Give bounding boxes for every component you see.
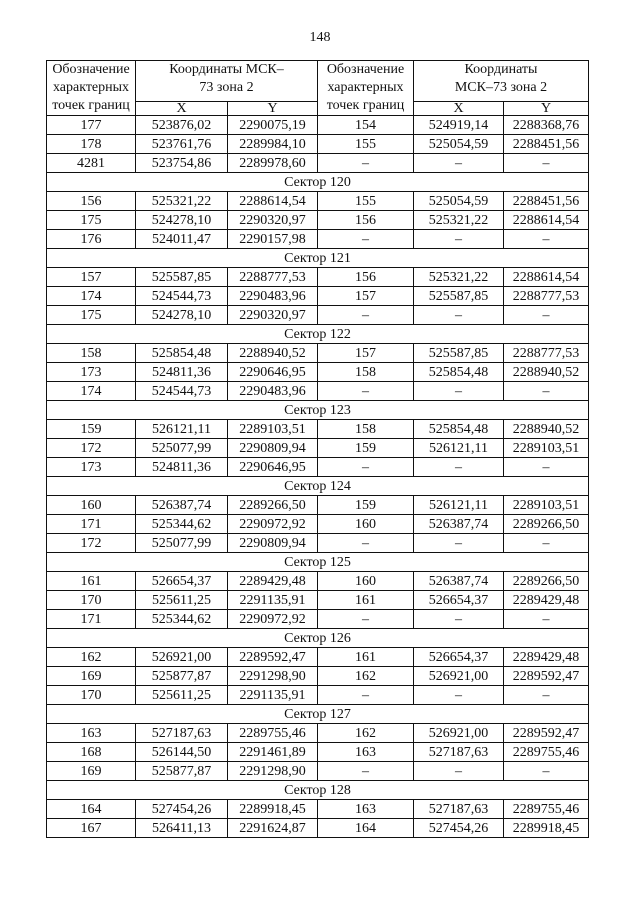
cell-y-left: 2289429,48 bbox=[228, 572, 318, 591]
header-coords-label-right: Координаты МСК–73 зона 2 bbox=[414, 61, 589, 102]
cell-x-right: – bbox=[414, 230, 504, 249]
cell-x-right: 525587,85 bbox=[414, 287, 504, 306]
table-row bbox=[47, 648, 589, 667]
cell-y-right: 2289592,47 bbox=[504, 667, 589, 686]
cell-x-left: 524544,73 bbox=[136, 287, 228, 306]
cell-y-right: 2289103,51 bbox=[504, 439, 589, 458]
cell-point-right: 158 bbox=[318, 363, 414, 382]
cell-y-right: 2288368,76 bbox=[504, 116, 589, 135]
cell-y-left: 2290646,95 bbox=[228, 458, 318, 477]
table-row bbox=[47, 819, 589, 838]
cell-y-left: 2291461,89 bbox=[228, 743, 318, 762]
cell-y-right: 2288777,53 bbox=[504, 287, 589, 306]
cell-y-right: 2288940,52 bbox=[504, 363, 589, 382]
coordinates-table bbox=[46, 60, 589, 838]
table-row bbox=[47, 572, 589, 591]
cell-point-right: 159 bbox=[318, 496, 414, 515]
table-row bbox=[47, 496, 589, 515]
cell-y-left: 2289103,51 bbox=[228, 420, 318, 439]
cell-point-left: 163 bbox=[47, 724, 136, 743]
cell-y-right: 2289755,46 bbox=[504, 743, 589, 762]
cell-x-left: 524811,36 bbox=[136, 363, 228, 382]
sector-row bbox=[47, 781, 589, 800]
cell-point-right: – bbox=[318, 230, 414, 249]
sector-row bbox=[47, 553, 589, 572]
cell-point-left: 169 bbox=[47, 762, 136, 781]
cell-x-left: 525877,87 bbox=[136, 762, 228, 781]
header-point-label-left: Обозначение характерных точек границ bbox=[47, 61, 136, 116]
sector-row bbox=[47, 629, 589, 648]
cell-y-right: 2289592,47 bbox=[504, 724, 589, 743]
cell-y-left: 2289918,45 bbox=[228, 800, 318, 819]
cell-y-right: – bbox=[504, 458, 589, 477]
cell-point-right: – bbox=[318, 458, 414, 477]
cell-point-left: 157 bbox=[47, 268, 136, 287]
cell-x-left: 524278,10 bbox=[136, 306, 228, 325]
cell-y-right: 2288777,53 bbox=[504, 344, 589, 363]
cell-point-left: 177 bbox=[47, 116, 136, 135]
cell-y-left: 2291298,90 bbox=[228, 667, 318, 686]
cell-y-left: 2290157,98 bbox=[228, 230, 318, 249]
table-row bbox=[47, 667, 589, 686]
table-row bbox=[47, 591, 589, 610]
header-point-label-right: Обозначение характерных точек границ bbox=[318, 61, 414, 116]
cell-y-right: 2288614,54 bbox=[504, 268, 589, 287]
cell-x-left: 526654,37 bbox=[136, 572, 228, 591]
cell-point-right: 156 bbox=[318, 211, 414, 230]
cell-point-right: 161 bbox=[318, 591, 414, 610]
header-x-left: X bbox=[136, 102, 228, 116]
cell-y-right: – bbox=[504, 534, 589, 553]
cell-point-left: 159 bbox=[47, 420, 136, 439]
cell-y-right: – bbox=[504, 306, 589, 325]
cell-point-right: 156 bbox=[318, 268, 414, 287]
cell-x-right: – bbox=[414, 762, 504, 781]
cell-y-right: 2289755,46 bbox=[504, 800, 589, 819]
cell-point-right: 162 bbox=[318, 667, 414, 686]
sector-row bbox=[47, 705, 589, 724]
cell-y-left: 2291298,90 bbox=[228, 762, 318, 781]
cell-point-left: 178 bbox=[47, 135, 136, 154]
cell-point-right: 163 bbox=[318, 743, 414, 762]
cell-x-right: 525854,48 bbox=[414, 420, 504, 439]
cell-point-right: 160 bbox=[318, 515, 414, 534]
cell-x-right: 526921,00 bbox=[414, 724, 504, 743]
sector-label: Сектор 125 bbox=[47, 553, 589, 572]
cell-y-left: 2289978,60 bbox=[228, 154, 318, 173]
cell-x-left: 526411,13 bbox=[136, 819, 228, 838]
cell-y-right: – bbox=[504, 610, 589, 629]
table-row bbox=[47, 344, 589, 363]
cell-x-right: 525321,22 bbox=[414, 211, 504, 230]
sector-label: Сектор 122 bbox=[47, 325, 589, 344]
cell-point-right: 160 bbox=[318, 572, 414, 591]
cell-point-right: – bbox=[318, 686, 414, 705]
cell-x-right: 526654,37 bbox=[414, 648, 504, 667]
table-row bbox=[47, 135, 589, 154]
cell-x-left: 525344,62 bbox=[136, 610, 228, 629]
table-row bbox=[47, 382, 589, 401]
sector-label: Сектор 128 bbox=[47, 781, 589, 800]
sector-row bbox=[47, 249, 589, 268]
header-coords-label-left: Координаты МСК–73 зона 2 bbox=[136, 61, 318, 102]
cell-point-left: 160 bbox=[47, 496, 136, 515]
cell-point-left: 172 bbox=[47, 439, 136, 458]
table-row bbox=[47, 287, 589, 306]
cell-x-left: 527454,26 bbox=[136, 800, 228, 819]
cell-y-right: – bbox=[504, 154, 589, 173]
cell-x-left: 526144,50 bbox=[136, 743, 228, 762]
cell-x-left: 526387,74 bbox=[136, 496, 228, 515]
cell-point-left: 173 bbox=[47, 458, 136, 477]
cell-point-right: – bbox=[318, 306, 414, 325]
cell-x-right: – bbox=[414, 154, 504, 173]
sector-row bbox=[47, 477, 589, 496]
sector-label: Сектор 121 bbox=[47, 249, 589, 268]
cell-point-right: 157 bbox=[318, 287, 414, 306]
cell-x-right: – bbox=[414, 534, 504, 553]
cell-y-left: 2291135,91 bbox=[228, 591, 318, 610]
sector-label: Сектор 123 bbox=[47, 401, 589, 420]
cell-y-right: – bbox=[504, 230, 589, 249]
cell-point-left: 162 bbox=[47, 648, 136, 667]
table-row bbox=[47, 306, 589, 325]
cell-y-right: 2288614,54 bbox=[504, 211, 589, 230]
cell-x-left: 524544,73 bbox=[136, 382, 228, 401]
table-row bbox=[47, 743, 589, 762]
cell-y-right: – bbox=[504, 382, 589, 401]
page-number: 148 bbox=[309, 30, 331, 45]
table-row bbox=[47, 154, 589, 173]
cell-point-left: 175 bbox=[47, 211, 136, 230]
cell-x-left: 524011,47 bbox=[136, 230, 228, 249]
cell-point-right: 155 bbox=[318, 192, 414, 211]
cell-point-left: 171 bbox=[47, 515, 136, 534]
cell-point-right: 158 bbox=[318, 420, 414, 439]
cell-y-left: 2290972,92 bbox=[228, 610, 318, 629]
cell-x-left: 527187,63 bbox=[136, 724, 228, 743]
cell-x-right: 525587,85 bbox=[414, 344, 504, 363]
cell-y-left: 2290483,96 bbox=[228, 287, 318, 306]
cell-y-left: 2290320,97 bbox=[228, 211, 318, 230]
cell-y-right: – bbox=[504, 762, 589, 781]
cell-x-right: 527454,26 bbox=[414, 819, 504, 838]
cell-x-left: 526921,00 bbox=[136, 648, 228, 667]
cell-y-left: 2290809,94 bbox=[228, 439, 318, 458]
cell-y-right: 2289429,48 bbox=[504, 591, 589, 610]
cell-point-left: 167 bbox=[47, 819, 136, 838]
sector-row bbox=[47, 401, 589, 420]
cell-x-left: 525344,62 bbox=[136, 515, 228, 534]
cell-x-right: 526387,74 bbox=[414, 515, 504, 534]
table-row bbox=[47, 534, 589, 553]
table-row bbox=[47, 800, 589, 819]
cell-point-right: – bbox=[318, 762, 414, 781]
cell-point-right: – bbox=[318, 154, 414, 173]
cell-x-right: 524919,14 bbox=[414, 116, 504, 135]
cell-y-right: 2288451,56 bbox=[504, 192, 589, 211]
sector-label: Сектор 120 bbox=[47, 173, 589, 192]
cell-point-left: 161 bbox=[47, 572, 136, 591]
cell-x-right: 525054,59 bbox=[414, 135, 504, 154]
table-row bbox=[47, 458, 589, 477]
cell-y-right: 2288940,52 bbox=[504, 420, 589, 439]
cell-x-left: 525321,22 bbox=[136, 192, 228, 211]
cell-point-right: – bbox=[318, 610, 414, 629]
table-row bbox=[47, 116, 589, 135]
cell-y-left: 2288777,53 bbox=[228, 268, 318, 287]
sector-row bbox=[47, 173, 589, 192]
cell-x-left: 525877,87 bbox=[136, 667, 228, 686]
table-row bbox=[47, 724, 589, 743]
cell-x-right: – bbox=[414, 458, 504, 477]
cell-x-right: 525054,59 bbox=[414, 192, 504, 211]
table-row bbox=[47, 762, 589, 781]
cell-y-left: 2291624,87 bbox=[228, 819, 318, 838]
table-header bbox=[47, 61, 589, 116]
cell-point-left: 168 bbox=[47, 743, 136, 762]
cell-point-left: 174 bbox=[47, 382, 136, 401]
cell-point-right: 163 bbox=[318, 800, 414, 819]
cell-x-right: 527187,63 bbox=[414, 800, 504, 819]
cell-x-right: 525854,48 bbox=[414, 363, 504, 382]
table-row bbox=[47, 211, 589, 230]
cell-y-left: 2289592,47 bbox=[228, 648, 318, 667]
cell-x-left: 525854,48 bbox=[136, 344, 228, 363]
sector-label: Сектор 124 bbox=[47, 477, 589, 496]
cell-point-left: 158 bbox=[47, 344, 136, 363]
cell-x-left: 525587,85 bbox=[136, 268, 228, 287]
cell-point-right: 154 bbox=[318, 116, 414, 135]
cell-point-right: 164 bbox=[318, 819, 414, 838]
cell-y-left: 2290075,19 bbox=[228, 116, 318, 135]
cell-x-left: 523761,76 bbox=[136, 135, 228, 154]
cell-y-right: 2289429,48 bbox=[504, 648, 589, 667]
cell-y-right: 2288451,56 bbox=[504, 135, 589, 154]
cell-y-left: 2288614,54 bbox=[228, 192, 318, 211]
cell-x-right: – bbox=[414, 686, 504, 705]
cell-point-left: 175 bbox=[47, 306, 136, 325]
cell-x-left: 526121,11 bbox=[136, 420, 228, 439]
cell-y-left: 2290483,96 bbox=[228, 382, 318, 401]
cell-y-left: 2290320,97 bbox=[228, 306, 318, 325]
header-y-left: Y bbox=[228, 102, 318, 116]
cell-x-left: 525611,25 bbox=[136, 686, 228, 705]
cell-y-left: 2289266,50 bbox=[228, 496, 318, 515]
cell-point-left: 156 bbox=[47, 192, 136, 211]
cell-y-right: – bbox=[504, 686, 589, 705]
cell-x-left: 525077,99 bbox=[136, 439, 228, 458]
cell-y-right: 2289266,50 bbox=[504, 515, 589, 534]
sector-row bbox=[47, 325, 589, 344]
cell-y-left: 2288940,52 bbox=[228, 344, 318, 363]
cell-x-right: 525321,22 bbox=[414, 268, 504, 287]
cell-y-left: 2290809,94 bbox=[228, 534, 318, 553]
cell-point-right: 155 bbox=[318, 135, 414, 154]
table-row bbox=[47, 515, 589, 534]
cell-x-right: – bbox=[414, 306, 504, 325]
sector-label: Сектор 126 bbox=[47, 629, 589, 648]
cell-y-left: 2291135,91 bbox=[228, 686, 318, 705]
cell-x-right: 526387,74 bbox=[414, 572, 504, 591]
cell-y-left: 2290646,95 bbox=[228, 363, 318, 382]
cell-x-right: 526121,11 bbox=[414, 439, 504, 458]
cell-point-right: – bbox=[318, 534, 414, 553]
cell-point-left: 173 bbox=[47, 363, 136, 382]
table-row bbox=[47, 610, 589, 629]
cell-x-right: – bbox=[414, 610, 504, 629]
cell-x-left: 523754,86 bbox=[136, 154, 228, 173]
cell-point-right: 157 bbox=[318, 344, 414, 363]
cell-x-left: 525611,25 bbox=[136, 591, 228, 610]
cell-y-right: 2289918,45 bbox=[504, 819, 589, 838]
cell-x-right: 527187,63 bbox=[414, 743, 504, 762]
cell-y-left: 2289984,10 bbox=[228, 135, 318, 154]
cell-point-left: 164 bbox=[47, 800, 136, 819]
cell-point-right: 162 bbox=[318, 724, 414, 743]
cell-y-right: 2289266,50 bbox=[504, 572, 589, 591]
table-body bbox=[47, 116, 589, 838]
table-row bbox=[47, 420, 589, 439]
table-row bbox=[47, 230, 589, 249]
cell-point-right: 159 bbox=[318, 439, 414, 458]
cell-point-left: 170 bbox=[47, 686, 136, 705]
cell-x-right: – bbox=[414, 382, 504, 401]
table-row bbox=[47, 363, 589, 382]
cell-point-left: 170 bbox=[47, 591, 136, 610]
cell-y-left: 2289755,46 bbox=[228, 724, 318, 743]
cell-x-left: 524811,36 bbox=[136, 458, 228, 477]
cell-y-left: 2290972,92 bbox=[228, 515, 318, 534]
cell-y-right: 2289103,51 bbox=[504, 496, 589, 515]
table-row bbox=[47, 192, 589, 211]
cell-point-left: 176 bbox=[47, 230, 136, 249]
header-y-right: Y bbox=[504, 102, 589, 116]
cell-point-right: – bbox=[318, 382, 414, 401]
cell-x-left: 525077,99 bbox=[136, 534, 228, 553]
cell-point-left: 171 bbox=[47, 610, 136, 629]
header-x-right: X bbox=[414, 102, 504, 116]
table-row bbox=[47, 686, 589, 705]
cell-x-right: 526921,00 bbox=[414, 667, 504, 686]
cell-x-right: 526121,11 bbox=[414, 496, 504, 515]
cell-point-left: 4281 bbox=[47, 154, 136, 173]
table-row bbox=[47, 268, 589, 287]
cell-x-right: 526654,37 bbox=[414, 591, 504, 610]
table-row bbox=[47, 439, 589, 458]
sector-label: Сектор 127 bbox=[47, 705, 589, 724]
cell-point-left: 169 bbox=[47, 667, 136, 686]
cell-x-left: 523876,02 bbox=[136, 116, 228, 135]
cell-point-left: 172 bbox=[47, 534, 136, 553]
cell-point-right: 161 bbox=[318, 648, 414, 667]
cell-point-left: 174 bbox=[47, 287, 136, 306]
cell-x-left: 524278,10 bbox=[136, 211, 228, 230]
